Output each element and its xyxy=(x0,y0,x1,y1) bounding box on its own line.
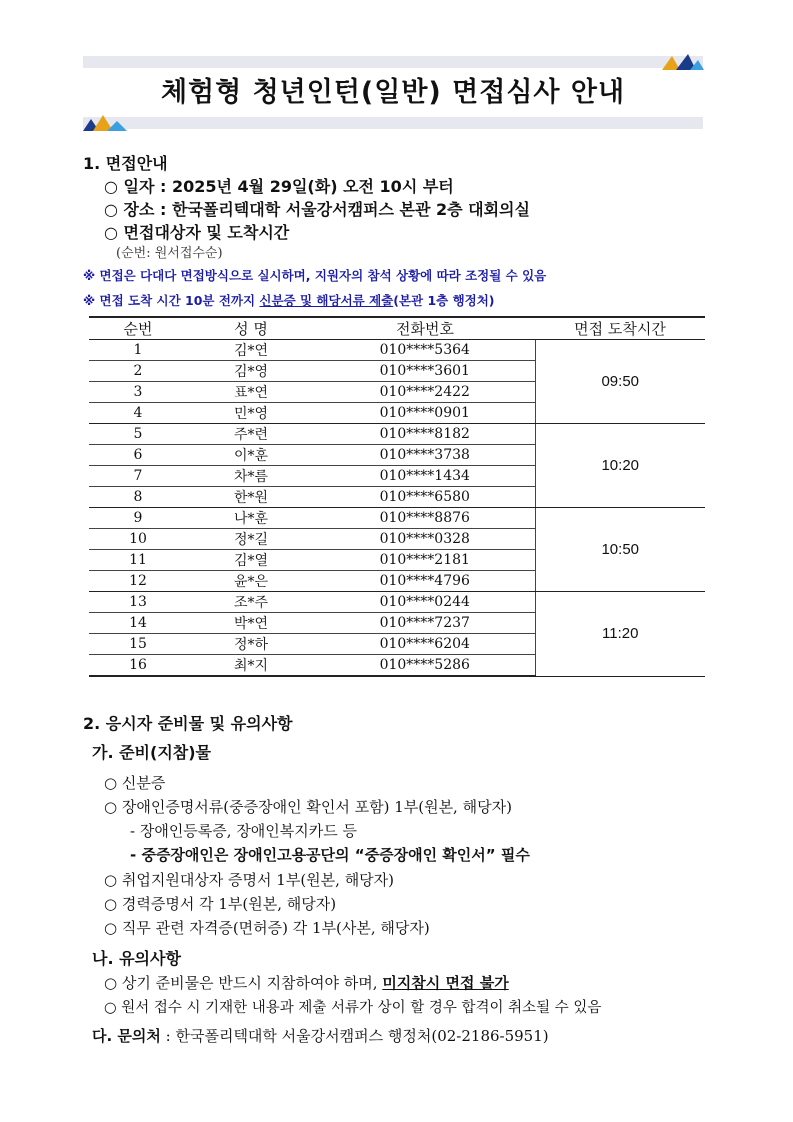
corner-deco-icon xyxy=(662,54,704,70)
notice-2-underlined: 신분증 및 해당서류 제출 xyxy=(259,293,394,308)
row-phone: 010****8182 xyxy=(315,424,535,445)
row-name: 김*열 xyxy=(187,550,315,571)
row-number: 12 xyxy=(89,571,187,592)
row-number: 10 xyxy=(89,529,187,550)
row-number: 5 xyxy=(89,424,187,445)
table-row xyxy=(89,508,705,529)
row-name: 김*영 xyxy=(187,361,315,382)
arrival-time: 10:20 xyxy=(535,424,705,508)
row-number: 7 xyxy=(89,466,187,487)
table-row xyxy=(89,340,705,361)
order-note: (순번: 원서접수순) xyxy=(116,246,223,261)
contact-label: 다. 문의처 xyxy=(92,1027,161,1045)
col-header-number: 순번 xyxy=(89,317,187,340)
section1-heading: 1. 면접안내 xyxy=(83,154,168,173)
row-number: 2 xyxy=(89,361,187,382)
row-phone: 010****1434 xyxy=(315,466,535,487)
notice-1: ※ 면접은 다대다 면접방식으로 실시하며, 지원자의 참석 상황에 따라 조정될 수 있음 xyxy=(83,268,547,283)
row-name: 민*영 xyxy=(187,403,315,424)
row-name: 주*련 xyxy=(187,424,315,445)
row-number: 14 xyxy=(89,613,187,634)
caution-1-emphasis: 미지참시 면접 불가 xyxy=(382,974,509,992)
row-number: 16 xyxy=(89,655,187,677)
interview-date: ○ 일자 : 2025년 4월 29일(화) 오전 10시 부터 xyxy=(104,177,454,196)
row-phone: 010****0244 xyxy=(315,592,535,613)
item-career-cert: ○ 경력증명서 각 1부(원본, 해당자) xyxy=(104,895,337,913)
row-phone: 010****6580 xyxy=(315,487,535,508)
col-header-name: 성 명 xyxy=(187,317,315,340)
item-employment-support: ○ 취업지원대상자 증명서 1부(원본, 해당자) xyxy=(104,871,395,889)
row-number: 9 xyxy=(89,508,187,529)
col-header-arrival-time: 면접 도착시간 xyxy=(535,317,705,340)
interview-targets: ○ 면접대상자 및 도착시간 xyxy=(104,223,290,242)
notice-2-text: ※ 면접 도착 시간 10분 전까지 xyxy=(83,293,260,308)
item-disability-sub2: - 중증장애인은 장애인고용공단의 “중증장애인 확인서” 필수 xyxy=(130,846,530,864)
caution-1 xyxy=(104,972,509,993)
table-row xyxy=(89,424,705,445)
row-phone: 010****3738 xyxy=(315,445,535,466)
title-band-bottom xyxy=(83,117,703,129)
interview-place: ○ 장소 : 한국폴리텍대학 서울강서캠퍼스 본관 2층 대회의실 xyxy=(104,200,530,219)
row-name: 정*길 xyxy=(187,529,315,550)
row-name: 정*하 xyxy=(187,634,315,655)
title-band-top xyxy=(83,56,703,68)
row-phone: 010****4796 xyxy=(315,571,535,592)
row-phone: 010****3601 xyxy=(315,361,535,382)
item-disability-docs: ○ 장애인증명서류(중증장애인 확인서 포함) 1부(원본, 해당자) xyxy=(104,798,512,816)
row-name: 한*원 xyxy=(187,487,315,508)
section2-heading: 2. 응시자 준비물 및 유의사항 xyxy=(83,714,293,733)
row-name: 최*지 xyxy=(187,655,315,677)
row-name: 이*훈 xyxy=(187,445,315,466)
notice-2 xyxy=(83,291,495,309)
row-number: 1 xyxy=(89,340,187,361)
subsection-a-heading: 가. 준비(지참)물 xyxy=(92,743,212,762)
row-number: 8 xyxy=(89,487,187,508)
row-name: 박*연 xyxy=(187,613,315,634)
page-title: 체험형 청년인턴(일반) 면접심사 안내 xyxy=(160,77,626,108)
contact-text: : 한국폴리텍대학 서울강서캠퍼스 행정처(02-2186-5951) xyxy=(160,1027,549,1045)
arrival-time: 10:50 xyxy=(535,508,705,592)
row-name: 윤*은 xyxy=(187,571,315,592)
row-phone: 010****6204 xyxy=(315,634,535,655)
row-number: 3 xyxy=(89,382,187,403)
table-header-row xyxy=(89,317,705,340)
row-phone: 010****8876 xyxy=(315,508,535,529)
caution-1-text: ○ 상기 준비물은 반드시 지참하여야 하며, xyxy=(104,974,383,992)
contact-line xyxy=(92,1025,549,1046)
table-row xyxy=(89,592,705,613)
row-phone: 010****0328 xyxy=(315,529,535,550)
row-phone: 010****2181 xyxy=(315,550,535,571)
row-number: 15 xyxy=(89,634,187,655)
row-phone: 010****5364 xyxy=(315,340,535,361)
item-id-card: ○ 신분증 xyxy=(104,774,166,792)
item-disability-sub1: - 장애인등록증, 장애인복지카드 등 xyxy=(130,822,358,840)
row-number: 13 xyxy=(89,592,187,613)
arrival-time: 09:50 xyxy=(535,340,705,424)
row-phone: 010****0901 xyxy=(315,403,535,424)
row-phone: 010****5286 xyxy=(315,655,535,677)
row-number: 4 xyxy=(89,403,187,424)
row-phone: 010****7237 xyxy=(315,613,535,634)
row-phone: 010****2422 xyxy=(315,382,535,403)
row-name: 차*름 xyxy=(187,466,315,487)
interview-schedule-table xyxy=(89,316,705,677)
notice-2-location: (본관 1층 행정처) xyxy=(393,293,495,308)
item-license: ○ 직무 관련 자격증(면허증) 각 1부(사본, 해당자) xyxy=(104,919,430,937)
row-name: 나*훈 xyxy=(187,508,315,529)
row-name: 표*연 xyxy=(187,382,315,403)
col-header-phone: 전화번호 xyxy=(315,317,535,340)
arrival-time: 11:20 xyxy=(535,592,705,677)
subsection-b-heading: 나. 유의사항 xyxy=(92,949,181,968)
corner-deco-left-icon xyxy=(83,115,131,131)
row-name: 김*연 xyxy=(187,340,315,361)
caution-2: ○ 원서 접수 시 기재한 내용과 제출 서류가 상이 할 경우 합격이 취소될 수 있음 xyxy=(104,1000,602,1016)
row-name: 조*주 xyxy=(187,592,315,613)
row-number: 6 xyxy=(89,445,187,466)
row-number: 11 xyxy=(89,550,187,571)
